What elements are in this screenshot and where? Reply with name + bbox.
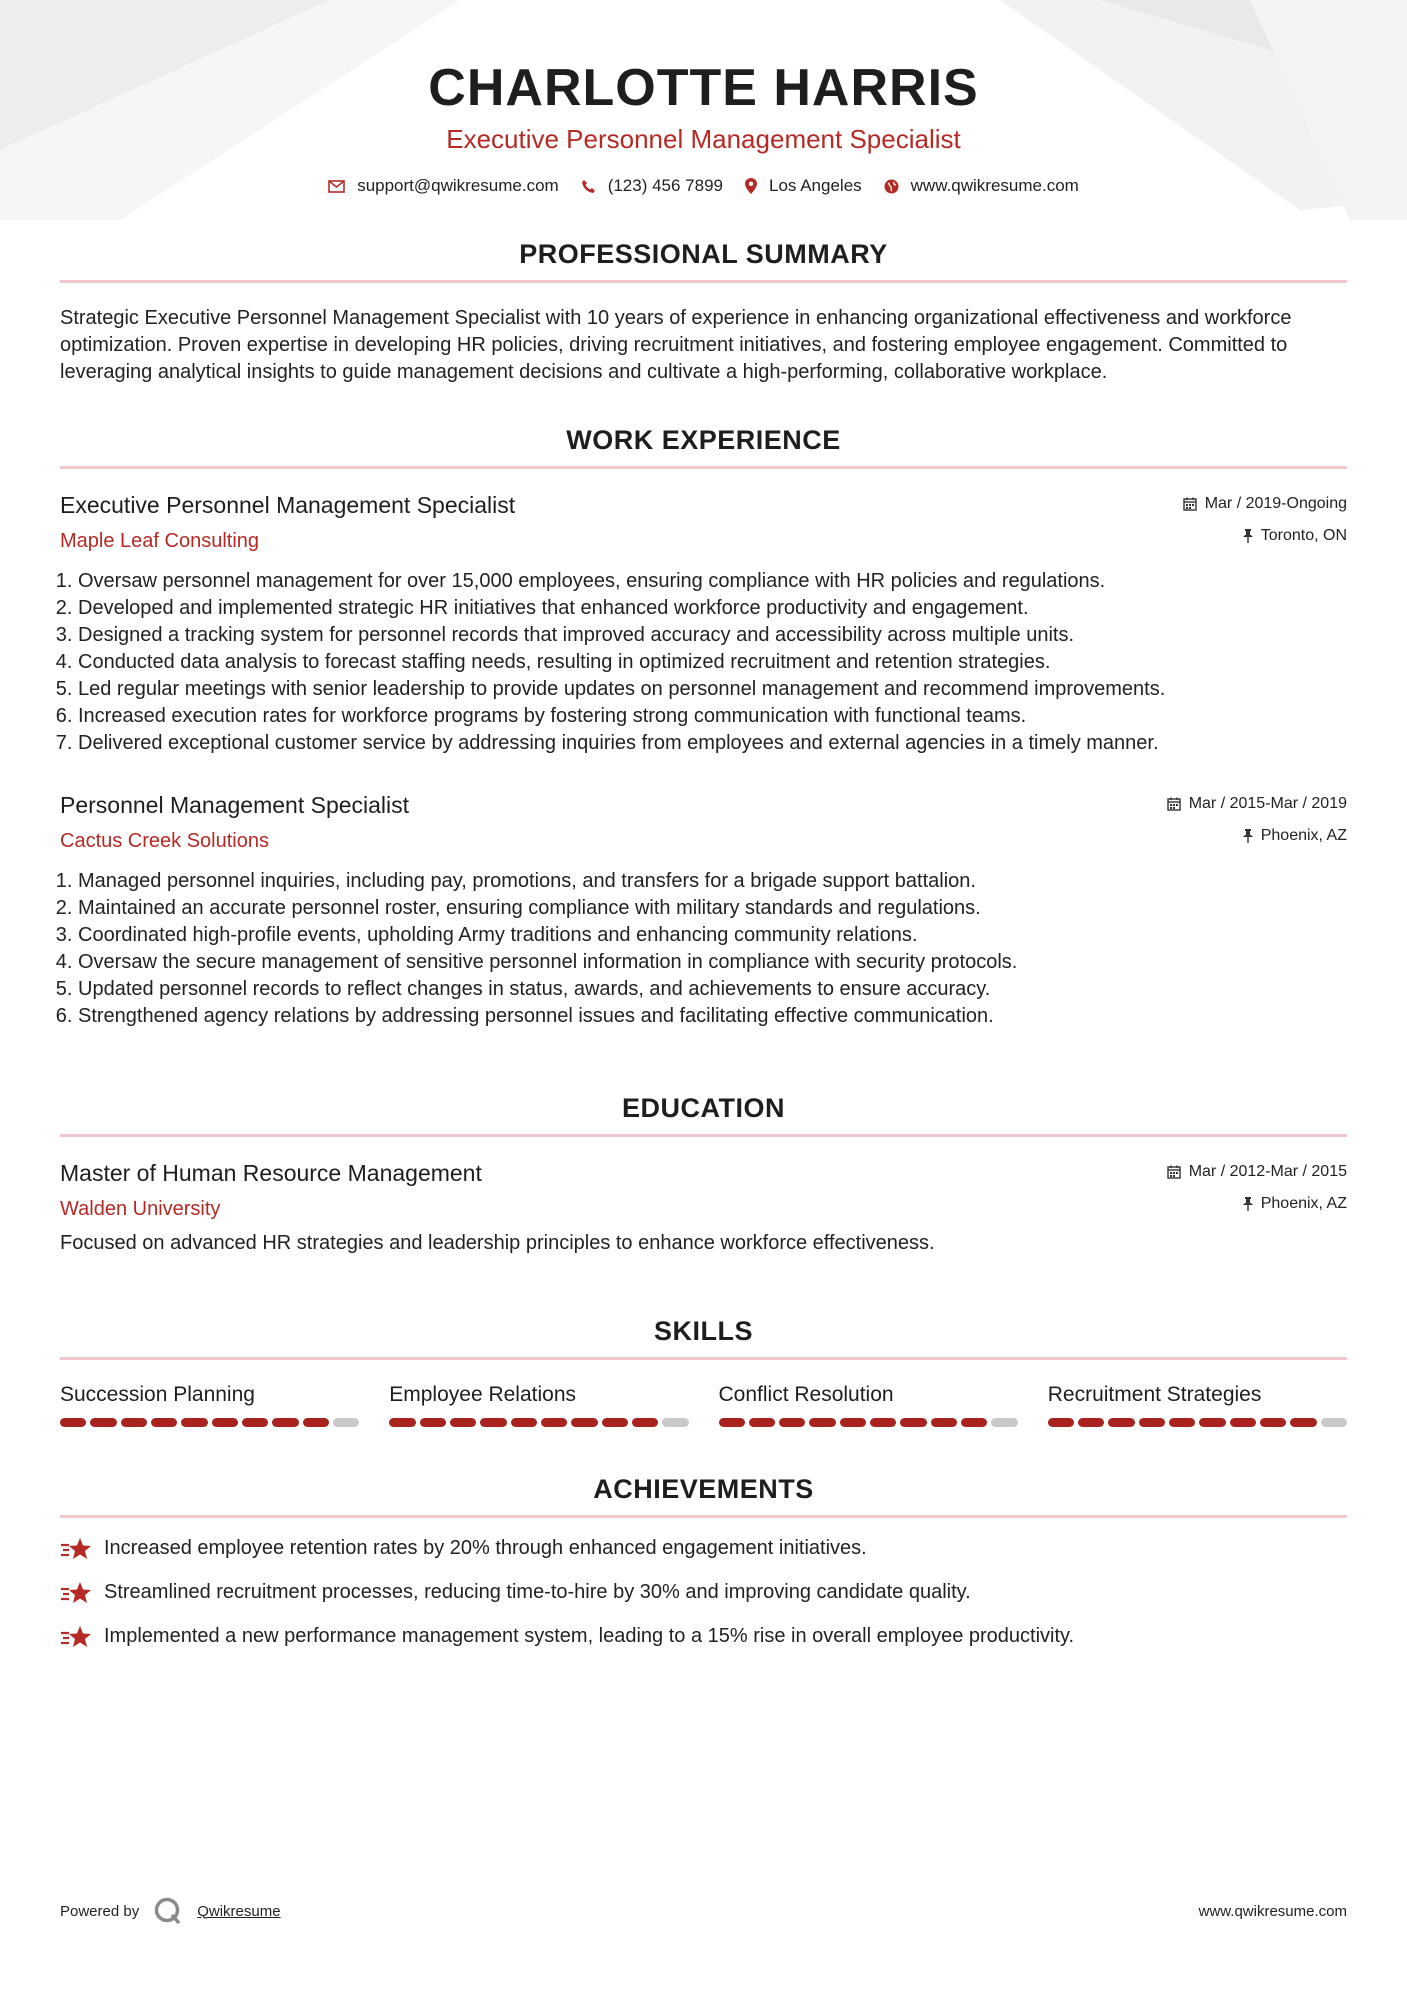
skill-level-segment [272, 1418, 298, 1427]
achievement-item [60, 1579, 1347, 1606]
list-item: 2. Developed and implemented strategic HR initiatives that enhanced workforce productivity and engagement. [78, 595, 1347, 622]
skill-name: Employee Relations [389, 1383, 577, 1406]
skill-level-segment [931, 1418, 957, 1427]
job-dates: Mar / 2015-Mar / 2019 [1188, 795, 1347, 812]
skill-item [719, 1382, 1018, 1427]
skill-level-segment [420, 1418, 446, 1427]
contact-location-text: Los Angeles [769, 176, 862, 195]
skill-level-segment [991, 1418, 1017, 1427]
experience-heading: WORK EXPERIENCE [566, 425, 841, 455]
contact-phone[interactable] [581, 176, 723, 196]
skill-level-segment [511, 1418, 537, 1427]
education-location: Phoenix, AZ [1260, 1195, 1347, 1212]
achievements-heading: ACHIEVEMENTS [593, 1474, 814, 1504]
skill-level-segment [541, 1418, 567, 1427]
job-title: Personnel Management Specialist [60, 792, 410, 818]
job-meta [1183, 491, 1347, 549]
list-item: 2. Maintained an accurate personnel roster, ensuring compliance with military standards and regulations. [78, 895, 1347, 922]
skill-level-segment [1260, 1418, 1286, 1427]
skill-level-segment [1169, 1418, 1195, 1427]
contact-email-text: support@qwikresume.com [357, 176, 559, 195]
summary-heading: PROFESSIONAL SUMMARY [519, 239, 888, 269]
skill-level-segment [900, 1418, 926, 1427]
list-item: 3. Designed a tracking system for personnel records that improved accuracy and accessibility across multiple units. [78, 622, 1347, 649]
qwikresume-link[interactable]: Qwikresume [197, 1902, 281, 1920]
job-title: Executive Personnel Management Specialist [60, 492, 516, 518]
candidate-title: Executive Personnel Management Specialist [446, 124, 961, 154]
list-item: 7. Delivered exceptional customer service by addressing inquiries from employees and external agencies in a timely manner. [78, 730, 1347, 757]
skill-level-segment [303, 1418, 329, 1427]
skill-level-segment [60, 1418, 86, 1427]
skill-level-segment [242, 1418, 268, 1427]
job-entry [60, 491, 1347, 757]
globe-icon [884, 179, 899, 194]
achievement-item [60, 1623, 1347, 1650]
map-marker-icon [745, 178, 757, 194]
experience-divider [60, 466, 1347, 469]
skill-level-segment [450, 1418, 476, 1427]
job-company: Maple Leaf Consulting [60, 530, 260, 552]
list-item: 1. Managed personnel inquiries, including pay, promotions, and transfers for a brigade support battalion. [78, 868, 1347, 895]
summary-divider [60, 280, 1347, 283]
skill-level-segment [389, 1418, 415, 1427]
list-item: 4. Oversaw the secure management of sensitive personnel information in compliance with security protocols. [78, 949, 1347, 976]
experience-section [60, 424, 1347, 1030]
skill-name: Conflict Resolution [718, 1383, 894, 1406]
pushpin-icon [1243, 1197, 1253, 1211]
job-responsibilities [60, 568, 1347, 757]
education-entry [60, 1159, 1347, 1257]
skill-level-segment [90, 1418, 116, 1427]
job-meta [1167, 791, 1347, 849]
achievement-text: Streamlined recruitment processes, reducing time-to-hire by 30% and improving candidate quality. [104, 1581, 971, 1603]
skill-level-segment [151, 1418, 177, 1427]
skill-level-bar [389, 1418, 688, 1427]
calendar-icon [1167, 797, 1181, 811]
job-entry [60, 791, 1347, 1030]
skills-heading: SKILLS [653, 1316, 753, 1346]
skill-level-segment [870, 1418, 896, 1427]
skill-level-segment [1321, 1418, 1347, 1427]
skill-level-segment [480, 1418, 506, 1427]
job-location: Phoenix, AZ [1260, 827, 1347, 844]
skill-level-segment [1290, 1418, 1316, 1427]
summary-section [60, 238, 1347, 386]
education-section [60, 1092, 1347, 1257]
contact-bar [60, 176, 1347, 196]
achievements-section [60, 1473, 1347, 1650]
contact-phone-text: (123) 456 7899 [607, 176, 724, 195]
contact-location [745, 176, 862, 196]
skill-level-segment [749, 1418, 775, 1427]
contact-email[interactable] [328, 176, 559, 196]
summary-text: Strategic Executive Personnel Management Specialist with 10 years of experience in enhancing organizational effectiveness and workforce optimization. Proven expertise in developing HR policies, driving recruitment initiatives, and fostering employee engagement. Committed to leveraging analytical insights to guide management decisions and cultivate a high-performing, collaborative workplace. [60, 307, 1292, 383]
skill-level-segment [662, 1418, 688, 1427]
job-location: Toronto, ON [1260, 527, 1347, 544]
list-item: 6. Strengthened agency relations by addressing personnel issues and facilitating effective communication. [78, 1003, 1347, 1030]
achievement-item [60, 1535, 1347, 1562]
star-icon [60, 1580, 92, 1606]
list-item: 5. Updated personnel records to reflect changes in status, awards, and achievements to ensure accuracy. [78, 976, 1347, 1003]
skill-level-segment [719, 1418, 745, 1427]
list-item: 5. Led regular meetings with senior leadership to provide updates on personnel management and recommend improvements. [78, 676, 1347, 703]
skill-level-segment [333, 1418, 359, 1427]
footer [60, 1896, 1347, 1926]
contact-website[interactable] [884, 176, 1079, 196]
education-description: Focused on advanced HR strategies and leadership principles to enhance workforce effectiveness. [60, 1232, 935, 1254]
achievements-divider [60, 1515, 1347, 1518]
list-item: 3. Coordinated high-profile events, upholding Army traditions and enhancing community relations. [78, 922, 1347, 949]
qwikresume-logo-icon [153, 1896, 183, 1926]
calendar-icon [1167, 1165, 1181, 1179]
skill-level-segment [602, 1418, 628, 1427]
skill-level-bar [60, 1418, 359, 1427]
skill-item [1048, 1382, 1347, 1427]
skill-level-segment [212, 1418, 238, 1427]
skill-level-segment [632, 1418, 658, 1427]
job-dates: Mar / 2019-Ongoing [1204, 495, 1347, 512]
achievement-text: Increased employee retention rates by 20% through enhanced engagement initiatives. [104, 1537, 867, 1559]
education-heading: EDUCATION [622, 1093, 785, 1123]
school-name: Walden University [60, 1198, 221, 1220]
education-divider [60, 1134, 1347, 1137]
education-meta [1167, 1159, 1347, 1217]
skills-section [60, 1315, 1347, 1427]
list-item: 4. Conducted data analysis to forecast staffing needs, resulting in optimized recruitment and retention strategies. [78, 649, 1347, 676]
job-company: Cactus Creek Solutions [60, 830, 269, 852]
degree-title: Master of Human Resource Management [60, 1160, 482, 1186]
skill-level-segment [961, 1418, 987, 1427]
pushpin-icon [1243, 829, 1253, 843]
envelope-icon [328, 180, 345, 193]
powered-by-label: Powered by [60, 1902, 140, 1920]
education-dates: Mar / 2012-Mar / 2015 [1188, 1163, 1347, 1180]
skill-level-segment [1139, 1418, 1165, 1427]
skill-level-segment [840, 1418, 866, 1427]
skill-level-segment [1108, 1418, 1134, 1427]
list-item: 6. Increased execution rates for workforce programs by fostering strong communication with functional teams. [78, 703, 1347, 730]
skill-item [389, 1382, 688, 1427]
contact-website-text: www.qwikresume.com [910, 176, 1079, 195]
skill-level-segment [181, 1418, 207, 1427]
skills-divider [60, 1357, 1347, 1360]
star-icon [60, 1624, 92, 1650]
calendar-icon [1183, 497, 1197, 511]
skill-item [60, 1382, 359, 1427]
skill-level-segment [571, 1418, 597, 1427]
candidate-name: CHARLOTTE HARRIS [428, 59, 979, 117]
skill-level-segment [809, 1418, 835, 1427]
skill-name: Succession Planning [60, 1383, 255, 1406]
pushpin-icon [1243, 529, 1253, 543]
skill-level-bar [1048, 1418, 1347, 1427]
achievement-text: Implemented a new performance management system, leading to a 15% rise in overall employee productivity. [104, 1625, 1075, 1647]
skill-level-segment [1199, 1418, 1225, 1427]
list-item: 1. Oversaw personnel management for over 15,000 employees, ensuring compliance with HR policies and regulations. [78, 568, 1347, 595]
phone-icon [581, 179, 596, 194]
skill-name: Recruitment Strategies [1047, 1383, 1262, 1406]
star-icon [60, 1536, 92, 1562]
job-responsibilities [60, 868, 1347, 1030]
skill-level-segment [779, 1418, 805, 1427]
skill-level-segment [1078, 1418, 1104, 1427]
footer-website[interactable]: www.qwikresume.com [1198, 1902, 1347, 1920]
skill-level-bar [719, 1418, 1018, 1427]
skills-list [60, 1382, 1347, 1427]
skill-level-segment [1230, 1418, 1256, 1427]
skill-level-segment [121, 1418, 147, 1427]
skill-level-segment [1048, 1418, 1074, 1427]
